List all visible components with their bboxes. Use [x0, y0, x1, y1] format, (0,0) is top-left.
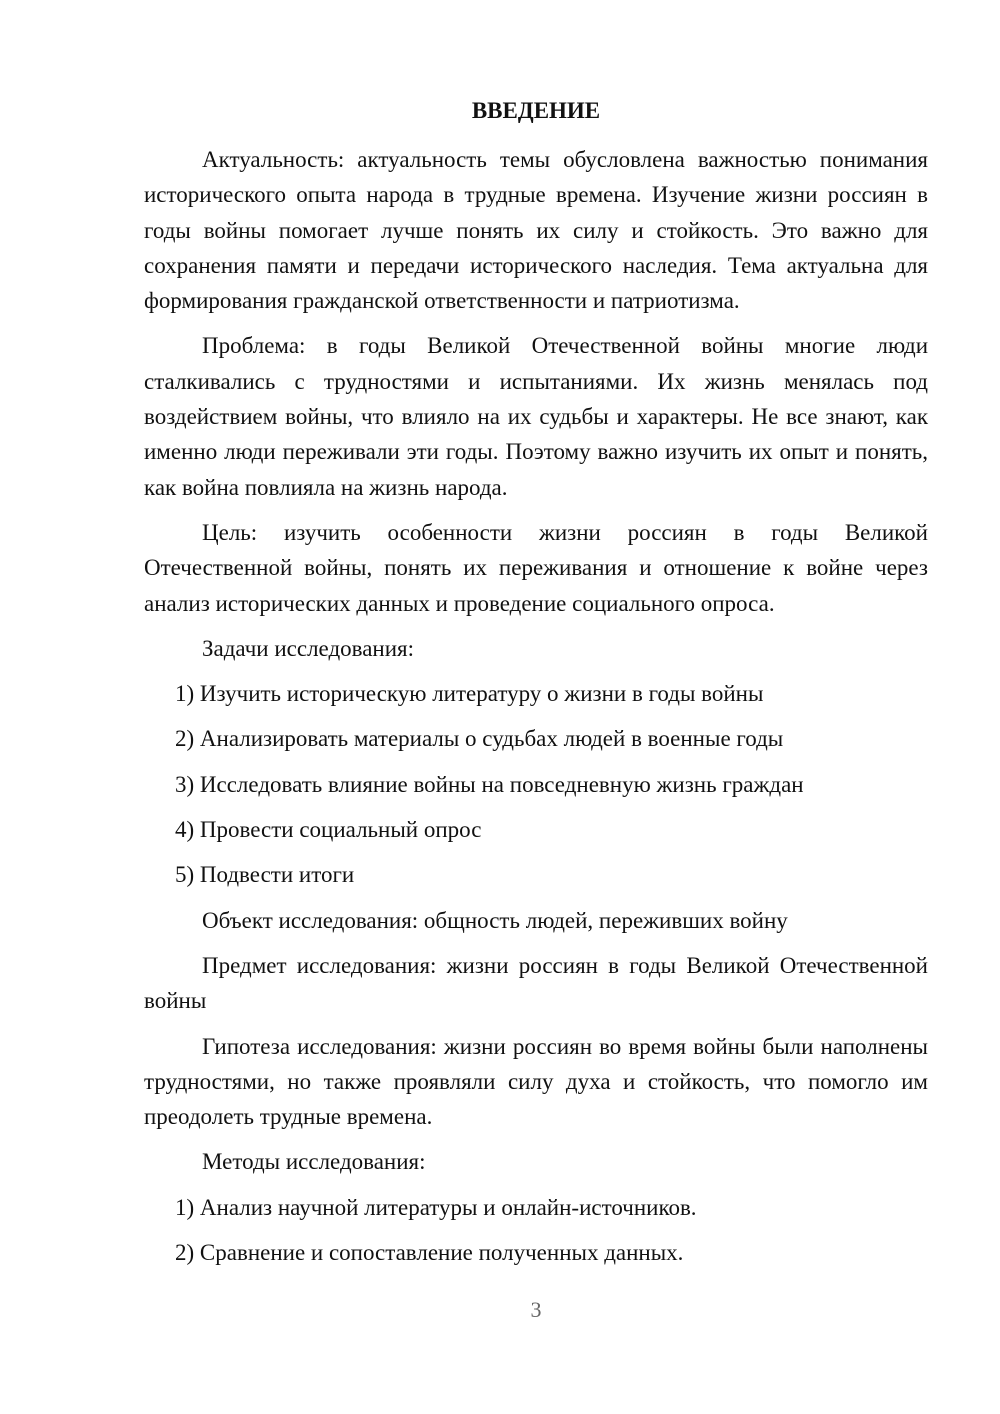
task-item: 1) Изучить историческую литературу о жизни в годы войны	[175, 681, 764, 707]
method-item: 1) Анализ научной литературы и онлайн-источников.	[175, 1194, 697, 1220]
body-text	[144, 142, 928, 1280]
goal-paragraph: Цель: изучить особенности жизни россиян в годы Великой Отечественной войны, понять их переживания и отношение к войне через анализ исторических данных и проведение социального опроса.	[144, 519, 928, 616]
methods-title: Методы исследования:	[202, 1149, 426, 1175]
task-item: 5) Подвести итоги	[175, 862, 355, 888]
subject-paragraph: Предмет исследования: жизни россиян в годы Великой Отечественной войны	[144, 952, 928, 1014]
method-item: 2) Сравнение и сопоставление полученных данных.	[175, 1240, 684, 1266]
page-title: ВВЕДЕНИЕ	[471, 98, 601, 123]
tasks-title: Задачи исследования:	[202, 635, 415, 661]
tasks-list	[144, 676, 928, 892]
page-number: 3	[530, 1297, 542, 1322]
task-item: 2) Анализировать материалы о судьбах людей в военные годы	[175, 726, 784, 752]
task-item: 4) Провести социальный опрос	[175, 817, 482, 843]
problem-paragraph: Проблема: в годы Великой Отечественной войны многие люди сталкивались с трудностями и испытаниями. Их жизнь менялась под воздействием войны, что влияло на их судьбы и характеры. Не все знают, как именно люди переживали эти годы. Поэтому важно изучить их опыт и понять, как война повлияла на жизнь народа.	[144, 333, 928, 500]
relevance-paragraph: Актуальность: актуальность темы обусловлена важностью понимания исторического опыта народа в трудные времена. Изучение жизни россиян в годы войны помогает лучше понять их силу и стойкость. Это важно для сохранения памяти и передачи исторического наследия. Тема актуальна для формирования гражданской ответственности и патриотизма.	[144, 147, 928, 314]
methods-list	[144, 1190, 928, 1271]
hypothesis-paragraph: Гипотеза исследования: жизни россиян во время войны были наполнены трудностями, но также проявляли силу духа и стойкость, что помогло им преодолеть трудные времена.	[144, 1033, 928, 1130]
object-paragraph: Объект исследования: общность людей, переживших войну	[202, 907, 788, 933]
task-item: 3) Исследовать влияние войны на повседневную жизнь граждан	[175, 771, 804, 797]
